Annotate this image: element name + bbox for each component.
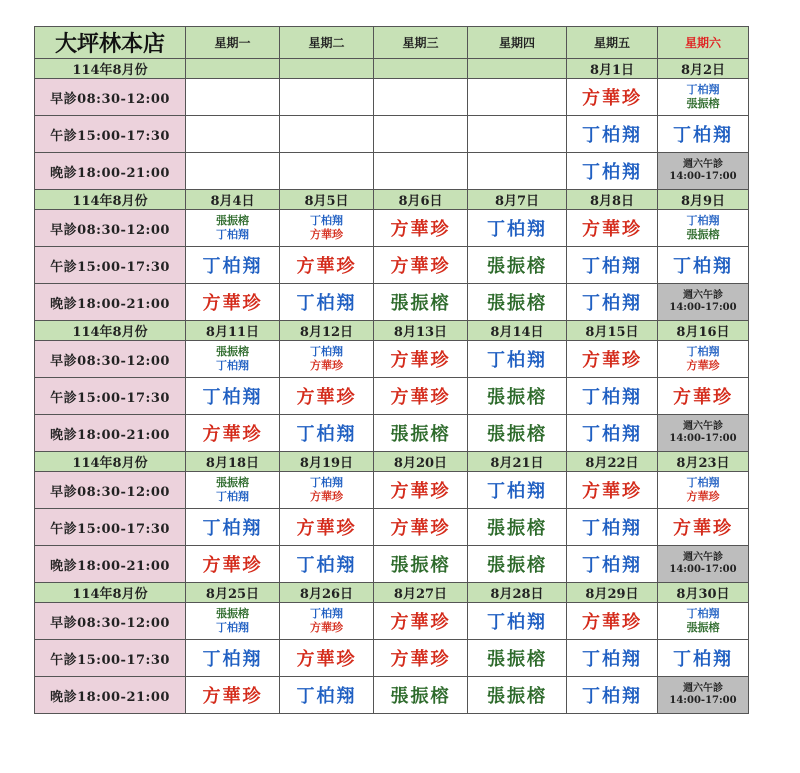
schedule-cell — [374, 472, 468, 509]
schedule-cell — [280, 415, 374, 452]
saturday-note-cell — [658, 284, 749, 321]
doctor-name: 丁柏翔 — [582, 162, 642, 183]
doctor-name: 丁柏翔 — [296, 293, 357, 314]
schedule-cell — [468, 472, 567, 509]
shift-row — [35, 603, 749, 640]
doctor-name: 丁柏翔 — [202, 256, 263, 277]
store-title: 大坪林本店 — [35, 27, 186, 59]
shift-row — [35, 509, 749, 546]
date-cell: 8月23日 — [658, 452, 749, 472]
doctor-name: 張振榕 — [686, 228, 720, 241]
doctor-name: 張振榕 — [216, 607, 249, 620]
saturday-note-hours: 14:00-17:00 — [669, 302, 737, 313]
shift-row — [35, 677, 749, 714]
schedule-cell — [567, 472, 658, 509]
doctor-name: 丁柏翔 — [582, 649, 642, 670]
saturday-note-title: 週六午診 — [683, 683, 723, 694]
shift-label: 早診08:30-12:00 — [35, 341, 186, 378]
schedule-cell — [567, 378, 658, 415]
date-cell: 8月4日 — [186, 190, 280, 210]
date-row — [35, 321, 749, 341]
shift-label: 晚診18:00-21:00 — [35, 677, 186, 714]
shift-row — [35, 116, 749, 153]
schedule-cell — [374, 415, 468, 452]
schedule-cell — [468, 153, 567, 190]
date-cell: 8月14日 — [468, 321, 567, 341]
saturday-note-cell — [658, 546, 749, 583]
date-cell: 8月22日 — [567, 452, 658, 472]
doctor-name: 張振榕 — [487, 293, 547, 314]
date-cell: 8月28日 — [468, 583, 567, 603]
doctor-name: 丁柏翔 — [216, 621, 249, 634]
doctor-name: 張振榕 — [487, 555, 547, 576]
date-cell: 8月18日 — [186, 452, 280, 472]
doctor-name: 張振榕 — [216, 214, 249, 227]
doctor-name: 方華珍 — [582, 219, 642, 240]
doctor-name: 方華珍 — [390, 387, 451, 408]
schedule-cell — [567, 153, 658, 190]
date-cell: 8月25日 — [186, 583, 280, 603]
schedule-cell — [567, 677, 658, 714]
schedule-cell — [567, 509, 658, 546]
shift-row — [35, 415, 749, 452]
doctor-name: 丁柏翔 — [310, 476, 343, 489]
schedule-cell — [186, 546, 280, 583]
schedule-cell — [186, 640, 280, 677]
date-cell: 8月27日 — [374, 583, 468, 603]
schedule-cell — [658, 640, 749, 677]
shift-label: 午診15:00-17:30 — [35, 378, 186, 415]
doctor-name: 方華珍 — [310, 621, 343, 634]
doctor-name: 丁柏翔 — [673, 125, 733, 146]
schedule-cell — [374, 378, 468, 415]
doctor-name: 丁柏翔 — [582, 387, 642, 408]
schedule-cell — [567, 546, 658, 583]
schedule-cell — [468, 284, 567, 321]
date-cell — [374, 59, 468, 79]
date-cell: 8月21日 — [468, 452, 567, 472]
schedule-cell — [468, 378, 567, 415]
schedule-cell — [468, 116, 567, 153]
shift-row — [35, 79, 749, 116]
doctor-name: 方華珍 — [390, 219, 451, 240]
schedule-cell — [374, 509, 468, 546]
schedule-cell — [374, 640, 468, 677]
saturday-note-hours: 14:00-17:00 — [669, 171, 737, 182]
schedule-cell — [658, 341, 749, 378]
date-row — [35, 583, 749, 603]
date-cell: 8月29日 — [567, 583, 658, 603]
schedule-cell — [280, 247, 374, 284]
date-row — [35, 452, 749, 472]
schedule-cell — [468, 677, 567, 714]
schedule-cell — [468, 341, 567, 378]
doctor-name: 丁柏翔 — [582, 686, 642, 707]
schedule-cell — [186, 509, 280, 546]
shift-label: 午診15:00-17:30 — [35, 640, 186, 677]
schedule-cell — [468, 210, 567, 247]
date-cell: 8月7日 — [468, 190, 567, 210]
doctor-name: 張振榕 — [686, 97, 720, 110]
doctor-name: 丁柏翔 — [582, 555, 642, 576]
shift-row — [35, 284, 749, 321]
doctor-name: 丁柏翔 — [202, 387, 263, 408]
schedule-cell — [658, 79, 749, 116]
doctor-name: 丁柏翔 — [673, 256, 733, 277]
doctor-name: 方華珍 — [310, 359, 343, 372]
saturday-note-cell — [658, 677, 749, 714]
schedule-cell — [280, 546, 374, 583]
doctor-name: 丁柏翔 — [202, 518, 263, 539]
doctor-name: 方華珍 — [202, 424, 263, 445]
shift-row — [35, 153, 749, 190]
schedule-cell — [567, 210, 658, 247]
doctor-name: 丁柏翔 — [582, 518, 642, 539]
month-label: 114年8月份 — [35, 59, 186, 79]
doctor-name: 丁柏翔 — [487, 350, 547, 371]
schedule-cell — [374, 210, 468, 247]
shift-label: 晚診18:00-21:00 — [35, 415, 186, 452]
schedule-cell — [468, 603, 567, 640]
schedule-cell — [280, 341, 374, 378]
schedule-cell — [374, 116, 468, 153]
saturday-note-title: 週六午診 — [683, 159, 723, 170]
shift-label: 早診08:30-12:00 — [35, 472, 186, 509]
doctor-name: 方華珍 — [296, 256, 357, 277]
weekday-header: 星期五 — [567, 27, 658, 59]
doctor-name: 方華珍 — [390, 256, 451, 277]
doctor-name: 丁柏翔 — [310, 214, 343, 227]
schedule-cell — [280, 210, 374, 247]
weekday-header: 星期二 — [280, 27, 374, 59]
schedule-cell — [658, 247, 749, 284]
date-row — [35, 59, 749, 79]
schedule-cell — [374, 546, 468, 583]
shift-label: 午診15:00-17:30 — [35, 509, 186, 546]
saturday-note-cell — [658, 153, 749, 190]
date-cell: 8月13日 — [374, 321, 468, 341]
doctor-name: 方華珍 — [202, 293, 263, 314]
weekday-header-saturday: 星期六 — [658, 27, 749, 59]
schedule-cell — [374, 79, 468, 116]
schedule-cell — [280, 472, 374, 509]
doctor-name: 張振榕 — [216, 345, 249, 358]
shift-label: 早診08:30-12:00 — [35, 603, 186, 640]
schedule-cell — [186, 677, 280, 714]
header-row — [35, 27, 749, 59]
doctor-name: 方華珍 — [582, 612, 642, 633]
schedule-cell — [468, 247, 567, 284]
doctor-name: 丁柏翔 — [296, 686, 357, 707]
schedule-cell — [280, 509, 374, 546]
doctor-name: 丁柏翔 — [487, 219, 547, 240]
saturday-note-hours: 14:00-17:00 — [669, 433, 737, 444]
schedule-cell — [468, 79, 567, 116]
doctor-name: 方華珍 — [686, 490, 720, 503]
schedule-cell — [280, 116, 374, 153]
schedule-cell — [374, 341, 468, 378]
doctor-name: 丁柏翔 — [487, 481, 547, 502]
schedule-cell — [186, 415, 280, 452]
date-row — [35, 190, 749, 210]
weekday-header: 星期四 — [468, 27, 567, 59]
schedule-cell — [280, 640, 374, 677]
date-cell: 8月19日 — [280, 452, 374, 472]
schedule-cell — [280, 79, 374, 116]
shift-row — [35, 341, 749, 378]
date-cell: 8月5日 — [280, 190, 374, 210]
date-cell: 8月1日 — [567, 59, 658, 79]
doctor-name: 丁柏翔 — [582, 293, 642, 314]
doctor-name: 方華珍 — [296, 387, 357, 408]
doctor-name: 方華珍 — [310, 228, 343, 241]
doctor-name: 方華珍 — [202, 555, 263, 576]
month-label: 114年8月份 — [35, 452, 186, 472]
doctor-name: 丁柏翔 — [310, 607, 343, 620]
shift-row — [35, 247, 749, 284]
doctor-name: 張振榕 — [487, 649, 547, 670]
doctor-name: 張振榕 — [390, 686, 451, 707]
doctor-name: 方華珍 — [673, 518, 733, 539]
shift-row — [35, 640, 749, 677]
doctor-name: 張振榕 — [390, 293, 451, 314]
shift-label: 晚診18:00-21:00 — [35, 284, 186, 321]
doctor-name: 方華珍 — [582, 481, 642, 502]
doctor-name: 丁柏翔 — [296, 555, 357, 576]
doctor-name: 方華珍 — [296, 649, 357, 670]
doctor-name: 丁柏翔 — [582, 256, 642, 277]
schedule-cell — [374, 603, 468, 640]
shift-row — [35, 378, 749, 415]
doctor-name: 張振榕 — [216, 476, 249, 489]
weekday-header: 星期三 — [374, 27, 468, 59]
schedule-cell — [374, 247, 468, 284]
schedule-cell — [186, 378, 280, 415]
date-cell: 8月9日 — [658, 190, 749, 210]
doctor-name: 方華珍 — [310, 490, 343, 503]
doctor-name: 丁柏翔 — [673, 649, 733, 670]
shift-label: 早診08:30-12:00 — [35, 210, 186, 247]
schedule-cell — [468, 640, 567, 677]
doctor-name: 方華珍 — [390, 612, 451, 633]
month-label: 114年8月份 — [35, 583, 186, 603]
doctor-name: 方華珍 — [390, 649, 451, 670]
schedule-cell — [280, 153, 374, 190]
month-label: 114年8月份 — [35, 190, 186, 210]
doctor-name: 丁柏翔 — [686, 607, 720, 620]
doctor-name: 方華珍 — [582, 350, 642, 371]
doctor-name: 丁柏翔 — [582, 424, 642, 445]
doctor-name: 張振榕 — [390, 424, 451, 445]
doctor-name: 張振榕 — [390, 555, 451, 576]
saturday-note-hours: 14:00-17:00 — [669, 695, 737, 706]
shift-label: 午診15:00-17:30 — [35, 116, 186, 153]
doctor-name: 丁柏翔 — [202, 649, 263, 670]
schedule-cell — [186, 153, 280, 190]
doctor-name: 方華珍 — [686, 359, 720, 372]
shift-row — [35, 472, 749, 509]
schedule-cell — [280, 677, 374, 714]
date-cell: 8月20日 — [374, 452, 468, 472]
doctor-name: 張振榕 — [487, 256, 547, 277]
date-cell: 8月30日 — [658, 583, 749, 603]
shift-label: 早診08:30-12:00 — [35, 79, 186, 116]
doctor-name: 丁柏翔 — [310, 345, 343, 358]
doctor-name: 方華珍 — [390, 350, 451, 371]
weekday-header: 星期一 — [186, 27, 280, 59]
schedule-cell — [658, 509, 749, 546]
schedule-cell — [186, 79, 280, 116]
date-cell — [468, 59, 567, 79]
schedule-cell — [567, 116, 658, 153]
doctor-name: 丁柏翔 — [686, 214, 720, 227]
shift-label: 晚診18:00-21:00 — [35, 546, 186, 583]
doctor-name: 方華珍 — [582, 88, 642, 109]
doctor-name: 丁柏翔 — [487, 612, 547, 633]
shift-label: 午診15:00-17:30 — [35, 247, 186, 284]
doctor-name: 張振榕 — [487, 686, 547, 707]
doctor-name: 張振榕 — [487, 518, 547, 539]
shift-row — [35, 210, 749, 247]
schedule-cell — [280, 378, 374, 415]
schedule-cell — [468, 415, 567, 452]
date-cell: 8月12日 — [280, 321, 374, 341]
doctor-name: 方華珍 — [673, 387, 733, 408]
schedule-cell — [567, 603, 658, 640]
schedule-cell — [658, 603, 749, 640]
date-cell — [280, 59, 374, 79]
schedule-cell — [186, 603, 280, 640]
doctor-name: 張振榕 — [487, 424, 547, 445]
doctor-name: 丁柏翔 — [686, 345, 720, 358]
date-cell: 8月2日 — [658, 59, 749, 79]
schedule-cell — [567, 247, 658, 284]
saturday-note-title: 週六午診 — [683, 421, 723, 432]
saturday-note-title: 週六午診 — [683, 552, 723, 563]
date-cell: 8月11日 — [186, 321, 280, 341]
schedule-cell — [186, 116, 280, 153]
schedule-cell — [658, 472, 749, 509]
doctor-name: 方華珍 — [296, 518, 357, 539]
doctor-name: 丁柏翔 — [216, 228, 249, 241]
shift-label: 晚診18:00-21:00 — [35, 153, 186, 190]
doctor-name: 方華珍 — [390, 518, 451, 539]
schedule-cell — [567, 79, 658, 116]
schedule-cell — [186, 341, 280, 378]
schedule-cell — [567, 284, 658, 321]
schedule-cell — [468, 546, 567, 583]
shift-row — [35, 546, 749, 583]
schedule-cell — [658, 116, 749, 153]
doctor-name: 丁柏翔 — [216, 490, 249, 503]
schedule-cell — [658, 378, 749, 415]
date-cell: 8月16日 — [658, 321, 749, 341]
doctor-name: 方華珍 — [202, 686, 263, 707]
saturday-note-hours: 14:00-17:00 — [669, 564, 737, 575]
doctor-name: 方華珍 — [390, 481, 451, 502]
saturday-note-cell — [658, 415, 749, 452]
schedule-cell — [658, 210, 749, 247]
schedule-cell — [468, 509, 567, 546]
schedule-cell — [186, 210, 280, 247]
doctor-name: 張振榕 — [487, 387, 547, 408]
schedule-cell — [280, 284, 374, 321]
date-cell: 8月15日 — [567, 321, 658, 341]
doctor-name: 丁柏翔 — [582, 125, 642, 146]
doctor-name: 張振榕 — [686, 621, 720, 634]
schedule-cell — [567, 415, 658, 452]
doctor-name: 丁柏翔 — [686, 83, 720, 96]
schedule-cell — [186, 472, 280, 509]
schedule-cell — [567, 341, 658, 378]
saturday-note-title: 週六午診 — [683, 290, 723, 301]
schedule-cell — [374, 153, 468, 190]
schedule-cell — [280, 603, 374, 640]
schedule-cell — [374, 677, 468, 714]
date-cell: 8月8日 — [567, 190, 658, 210]
date-cell: 8月26日 — [280, 583, 374, 603]
doctor-name: 丁柏翔 — [686, 476, 720, 489]
schedule-cell — [186, 247, 280, 284]
date-cell: 8月6日 — [374, 190, 468, 210]
schedule-cell — [567, 640, 658, 677]
schedule-table — [34, 26, 749, 714]
date-cell — [186, 59, 280, 79]
schedule-cell — [186, 284, 280, 321]
doctor-name: 丁柏翔 — [296, 424, 357, 445]
doctor-name: 丁柏翔 — [216, 359, 249, 372]
schedule-cell — [374, 284, 468, 321]
month-label: 114年8月份 — [35, 321, 186, 341]
